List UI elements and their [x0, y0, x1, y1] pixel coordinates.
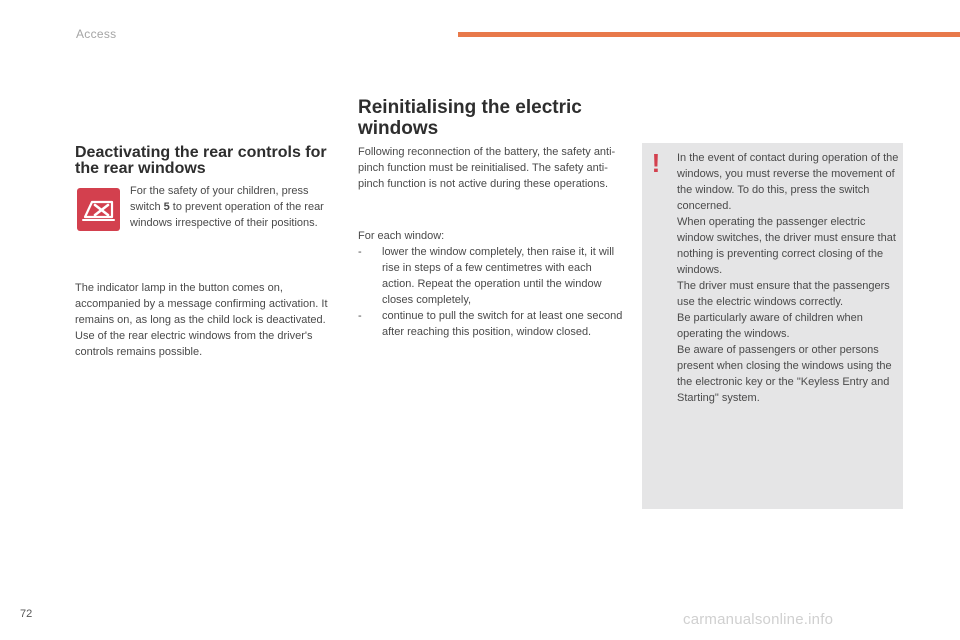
watermark: carmanualsonline.info	[683, 611, 834, 628]
indicator-line-1: The indicator lamp in the button comes on, accompanied by a message confirming activation. It remains on, as long as the child lock is deactivated.	[75, 282, 328, 326]
procedure-step	[358, 308, 623, 340]
warning-line-2: When operating the passenger electric window switches, the driver must ensure that nothing is preventing correct closing of the windows.	[677, 216, 896, 276]
reconnection-paragraph: Following reconnection of the battery, the safety anti-pinch function must be reinitialised. The safety anti-pinch function is not active during these operations.	[358, 146, 616, 190]
switch-number: 5	[163, 201, 170, 213]
safety-text-before: For the safety of your children, press switch	[130, 185, 309, 213]
page-number: 72	[20, 608, 33, 620]
exclamation-warning-icon: !	[651, 148, 661, 178]
step-dash: -	[358, 246, 362, 258]
indicator-paragraph	[75, 280, 335, 360]
indicator-line-2: Use of the rear electric windows from the driver's controls remains possible.	[75, 330, 313, 358]
warning-line-4: Be particularly aware of children when operating the windows.	[677, 312, 863, 340]
header-accent-rule	[458, 32, 960, 37]
child-safety-paragraph	[130, 183, 340, 231]
section-label: Access	[76, 27, 117, 41]
step-dash: -	[358, 310, 362, 322]
warning-line-1: In the event of contact during operation of the windows, you must reverse the movement of the window. To do this, press the switch concerned.	[677, 152, 899, 212]
step-text: continue to pull the switch for at least one second after reaching this position, window closed.	[382, 310, 623, 338]
warning-line-3: The driver must ensure that the passengers use the electric windows correctly.	[677, 280, 890, 308]
warning-text	[677, 150, 899, 406]
for-each-window-label: For each window:	[358, 230, 445, 242]
reinitialising-heading: Reinitialising the electric windows	[358, 97, 582, 139]
procedure-block	[358, 228, 623, 340]
procedure-step	[358, 244, 623, 308]
warning-line-5: Be aware of passengers or other persons present when closing the windows using the the electronic key or the "Keyless Entry and Starting" system.	[677, 344, 892, 404]
safety-text-after: to prevent operation of the rear windows irrespective of their positions.	[130, 201, 324, 229]
step-text: lower the window completely, then raise it, it will rise in steps of a few centimetres with each action. Repeat the operation until the window closes completely,	[382, 246, 615, 306]
rear-window-lock-icon	[77, 188, 120, 231]
deactivating-heading: Deactivating the rear controls for the rear windows	[75, 144, 327, 177]
